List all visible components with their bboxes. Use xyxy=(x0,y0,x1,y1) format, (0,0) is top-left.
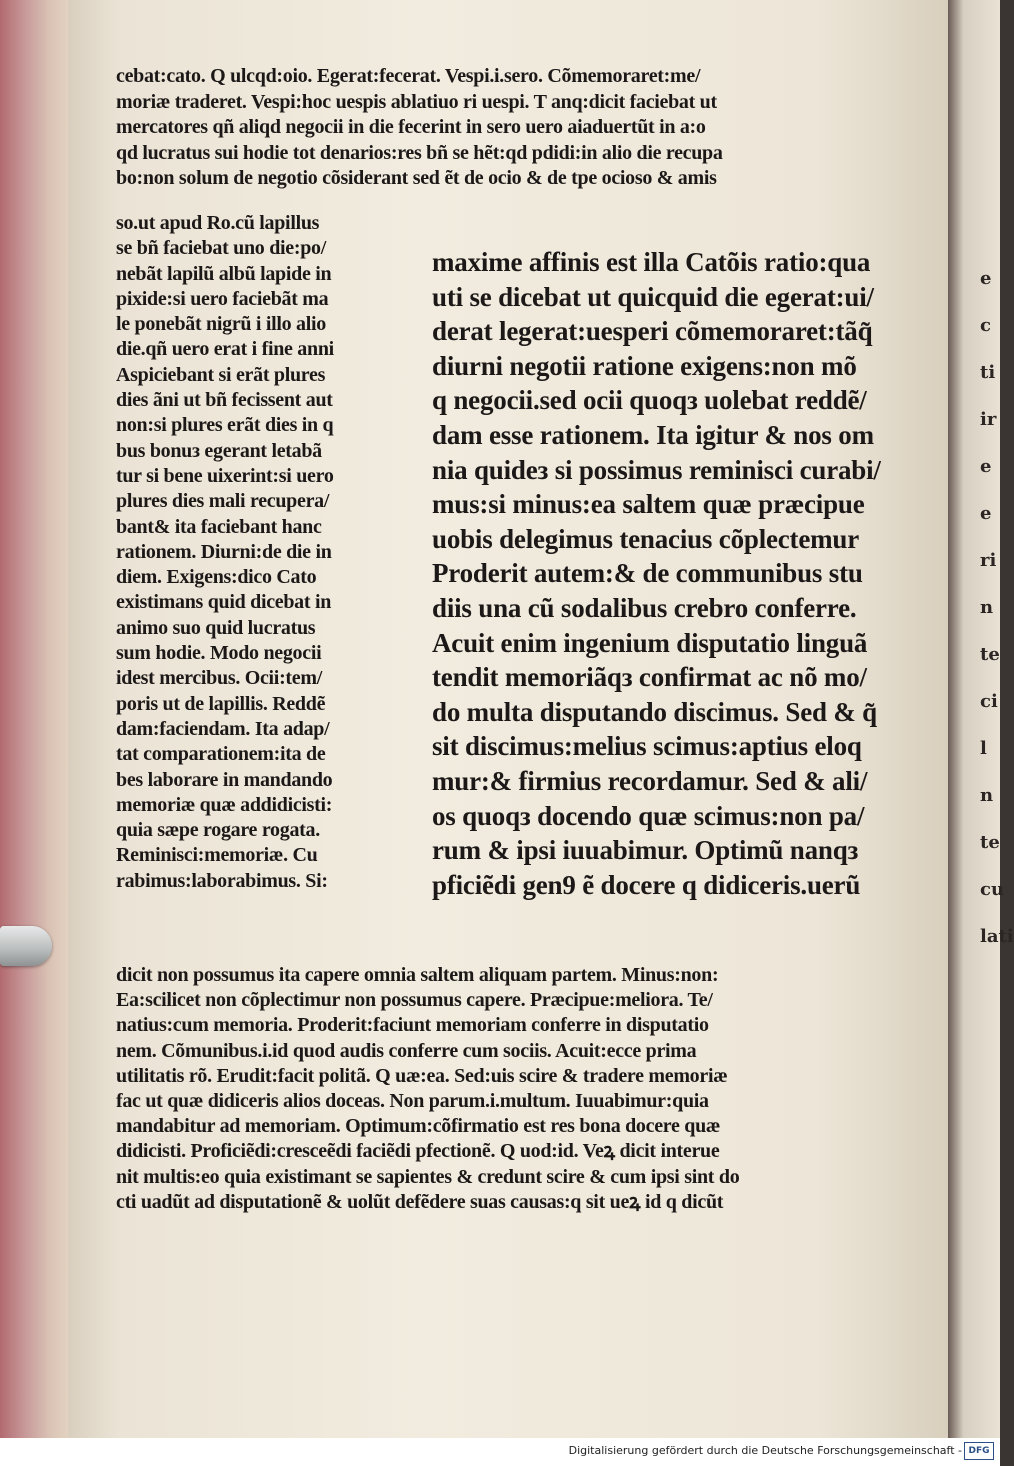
adjacent-page-fragment: e xyxy=(980,268,992,289)
main-text-line: Acuit enim ingenium disputatio linguã xyxy=(432,627,868,658)
commentary-line: Reminisci:memoriæ. Cu xyxy=(116,844,318,867)
main-text-line: mur:& firmius recordamur. Sed & ali/ xyxy=(432,765,868,796)
main-text-line: Proderit autem:& de communibus stu xyxy=(432,558,863,589)
commentary-line: qd lucratus sui hodie tot denarios:res bñ se hẽt:qd pdidi:in alio die recupa xyxy=(116,141,723,164)
commentary-line: diem. Exigens:dico Cato xyxy=(116,566,317,589)
adjacent-page-edge xyxy=(948,0,1014,1438)
commentary-line: dam:faciendam. Ita adap/ xyxy=(116,717,330,740)
commentary-line: rationem. Diurni:de die in xyxy=(116,540,332,563)
main-text-line: diis una cũ sodalibus crebro conferre. xyxy=(432,592,857,623)
book-clasp xyxy=(0,926,52,966)
commentary-line: existimans quid dicebat in xyxy=(116,591,332,614)
commentary-line: tat comparationem:ita de xyxy=(116,743,326,766)
commentary-line: bes laborare in mandando xyxy=(116,768,333,791)
adjacent-page-fragment: te xyxy=(980,644,1000,665)
main-text-line: nia quideз si possimus reminisci curabi/ xyxy=(432,454,881,485)
commentary-line: die.qñ uero erat i fine anni xyxy=(116,338,334,361)
adjacent-page-fragment: ti xyxy=(980,362,996,383)
main-text-line: rum & ipsi iuuabimur. Optimũ nanqз xyxy=(432,835,859,866)
adjacent-page-fragment: n xyxy=(980,597,994,618)
adjacent-page-fragment: c xyxy=(980,315,991,336)
commentary-line: nem. Cõmunibus.i.id quod audis conferre cum sociis. Acuit:ecce prima xyxy=(116,1039,697,1062)
adjacent-page-fragment: l xyxy=(980,738,987,759)
commentary-line: bant& ita faciebant hanc xyxy=(116,515,322,538)
commentary-line: Aspiciebant si erãt plures xyxy=(116,363,326,386)
main-text-line: uti se dicebat ut quicquid die egerat:ui/ xyxy=(432,281,874,312)
funding-credit: Digitalisierung gefördert durch die Deutsche Forschungsgemeinschaft - xyxy=(568,1444,962,1457)
commentary-line: utilitatis rõ. Erudit:facit politã. Q uæ:ea. Sed:uis scire & tradere memoriæ xyxy=(116,1064,728,1087)
adjacent-page-fragment: e xyxy=(980,503,992,524)
commentary-line: memoriæ quæ addidicisti: xyxy=(116,793,333,816)
commentary-line: le ponebãt nigrũ i illo alio xyxy=(116,313,326,336)
main-text-line: maxime affinis est illa Catõis ratio:qua xyxy=(432,247,871,277)
adjacent-page-fragment: cu xyxy=(980,879,1005,900)
commentary-line: Ea:scilicet non cõplectimur non possumus capere. Præcipue:meliora. Te/ xyxy=(116,989,713,1012)
commentary-line: poris ut de lapillis. Reddẽ xyxy=(116,692,326,715)
commentary-line: didicisti. Proficiẽdi:cresceẽdi faciẽdi pfectionẽ. Q uod:id. Veꝝ dicit interue xyxy=(116,1140,720,1163)
commentary-line: so.ut apud Ro.cũ lapillus xyxy=(116,212,320,234)
dfg-logo: DFG xyxy=(964,1442,994,1460)
main-text-line: tendit memoriãqз confirmat ac nõ mo/ xyxy=(432,662,867,693)
adjacent-page-fragment: te xyxy=(980,832,1000,853)
commentary-line: fac ut quæ didiceris alios doceas. Non parum.i.multum. Iuuabimur:quia xyxy=(116,1090,709,1113)
commentary-line: pixide:si uero faciebãt ma xyxy=(116,287,329,310)
commentary-left-column xyxy=(116,211,416,894)
commentary-line: tur si bene uixerint:si uero xyxy=(116,464,334,487)
main-text-line: mus:si minus:ea saltem quæ præcipue xyxy=(432,489,865,520)
commentary-line: idest mercibus. Ocii:tem/ xyxy=(116,667,322,690)
commentary-line: sum hodie. Modo negocii xyxy=(116,642,322,665)
adjacent-page-fragment: ri xyxy=(980,550,997,571)
commentary-line: nebãt lapilũ albũ lapide in xyxy=(116,262,332,285)
main-text-line: dam esse rationem. Ita igitur & nos om xyxy=(432,419,874,450)
commentary-line: nit multis:eo quia existimant se sapientes & credunt scire & cum ipsi sint do xyxy=(116,1165,740,1188)
main-text-line: do multa disputando discimus. Sed & q̃ xyxy=(432,696,877,727)
commentary-line: bo:non solum de negotio cõsiderant sed ẽt de ocio & de tpe ocioso & amis xyxy=(116,167,717,189)
adjacent-page-fragment: ir xyxy=(980,409,997,430)
commentary-line: quia sæpe rogare rogata. xyxy=(116,819,320,842)
commentary-line: natius:cum memoria. Proderit:faciunt memoriam conferre in disputatio xyxy=(116,1014,709,1037)
commentary-line: mercatores qñ aliqd negocii in die fecerint in sero uero aiaduertũt in a:o xyxy=(116,116,706,138)
adjacent-page-fragment: lati xyxy=(980,926,1014,947)
commentary-line: cebat:cato. Q ulcqd:oio. Egerat:fecerat. Vespi.i.sero. Cõmemoraret:me/ xyxy=(116,65,701,87)
commentary-line: plures dies mali recupera/ xyxy=(116,490,330,513)
main-text-line: q negocii.sed ocii quoqз uolebat reddẽ/ xyxy=(432,385,867,416)
commentary-bottom xyxy=(116,963,928,1215)
adjacent-page-fragment: e xyxy=(980,456,992,477)
commentary-line: moriæ traderet. Vespi:hoc uespis ablatiuo ri uespi. T anq:dicit faciebat ut xyxy=(116,90,717,113)
main-text-line: diurni negotii ratione exigens:non mõ xyxy=(432,350,857,381)
main-text-line: os quoqз docendo quæ scimus:non pa/ xyxy=(432,800,865,831)
commentary-top xyxy=(116,64,928,192)
commentary-line: non:si plures erãt dies in q xyxy=(116,414,334,437)
main-text-line: sit discimus:melius scimus:aptius eloq xyxy=(432,731,862,762)
main-text-line: pficiẽdi gen9 ẽ docere q didiceris.uerũ xyxy=(432,869,861,900)
adjacent-page-fragment: ci xyxy=(980,691,998,712)
footer-strip xyxy=(0,1438,1000,1466)
page-edges-left xyxy=(0,0,70,1438)
commentary-line: dicit non possumus ita capere omnia saltem aliquam partem. Minus:non: xyxy=(116,964,719,986)
commentary-line: rabimus:laborabimus. Si: xyxy=(116,869,328,892)
commentary-line: bus bonuз egerant letabã xyxy=(116,439,322,462)
adjacent-page-text xyxy=(980,255,1014,960)
main-text-line: derat legerat:uesperi cõmemoraret:tãq̃ xyxy=(432,316,873,347)
commentary-line: se bñ faciebat uno die:po/ xyxy=(116,237,327,260)
commentary-line: dies ãni ut bñ fecissent aut xyxy=(116,389,333,412)
main-text-line: uobis delegimus tenacius cõplectemur xyxy=(432,523,860,554)
main-text-right-column xyxy=(432,245,926,902)
commentary-line: animo suo quid lucratus xyxy=(116,616,316,639)
commentary-line: mandabitur ad memoriam. Optimum:cõfirmatio est res bona docere quæ xyxy=(116,1115,721,1138)
adjacent-page-fragment: n xyxy=(980,785,994,806)
commentary-line: cti uadũt ad disputationẽ & uolũt defẽdere suas causas:q sit ueꝝ id q dicũt xyxy=(116,1190,724,1213)
